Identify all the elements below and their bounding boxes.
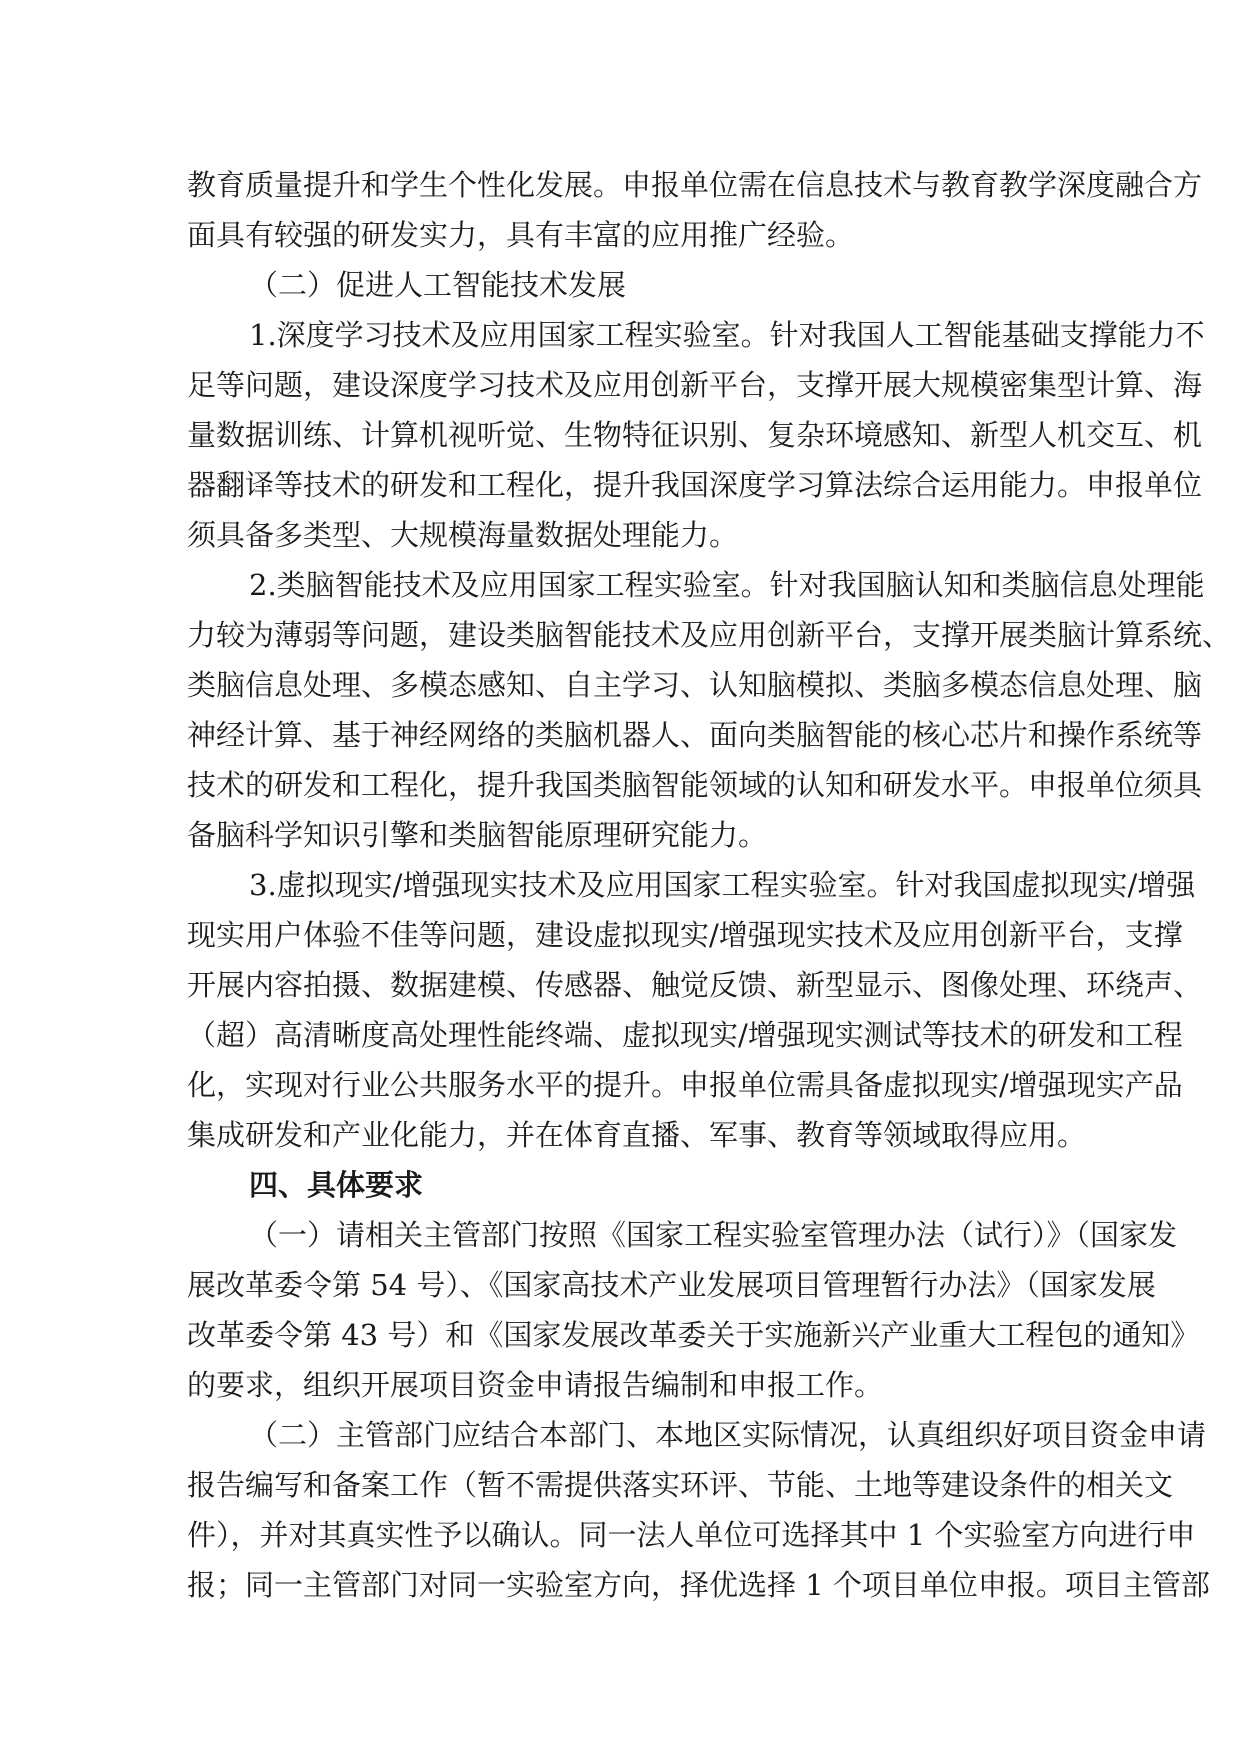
text-line: 类脑信息处理、多模态感知、自主学习、认知脑模拟、类脑多模态信息处理、脑 (187, 668, 1203, 702)
text-line: 1.深度学习技术及应用国家工程实验室。针对我国人工智能基础支撑能力不 (249, 318, 1205, 352)
text-line: 量数据训练、计算机视听觉、生物特征识别、复杂环境感知、新型人机交互、机 (187, 418, 1203, 452)
text-line: 的要求，组织开展项目资金申请报告编制和申报工作。 (187, 1368, 884, 1402)
text-line: 化，实现对行业公共服务水平的提升。申报单位需具备虚拟现实/增强现实产品 (187, 1068, 1183, 1102)
text-line: 力较为薄弱等问题，建设类脑智能技术及应用创新平台，支撑开展类脑计算系统、 (187, 618, 1232, 652)
text-line: 足等问题，建设深度学习技术及应用创新平台，支撑开展大规模密集型计算、海 (187, 368, 1203, 402)
text-line: （超）高清晰度高处理性能终端、虚拟现实/增强现实测试等技术的研发和工程 (187, 1018, 1183, 1052)
text-line: 须具备多类型、大规模海量数据处理能力。 (187, 518, 739, 552)
text-line: （一）请相关主管部门按照《国家工程实验室管理办法（试行）》（国家发 (249, 1218, 1178, 1252)
document-page (187, 160, 1232, 1610)
section-heading: 四、具体要求 (249, 1168, 424, 1202)
text-line: 开展内容拍摄、数据建模、传感器、触觉反馈、新型显示、图像处理、环绕声、 (187, 968, 1203, 1002)
text-line: 件），并对其真实性予以确认。同一法人单位可选择其中 1 个实验室方向进行申 (187, 1518, 1196, 1552)
text-line: 展改革委令第 54 号）、《国家高技术产业发展项目管理暂行办法》（国家发展 (187, 1268, 1156, 1302)
text-line: （二）促进人工智能技术发展 (249, 268, 627, 302)
text-line: 器翻译等技术的研发和工程化，提升我国深度学习算法综合运用能力。申报单位 (187, 468, 1203, 502)
text-line: 现实用户体验不佳等问题，建设虚拟现实/增强现实技术及应用创新平台，支撑 (187, 918, 1183, 952)
text-line: 神经计算、基于神经网络的类脑机器人、面向类脑智能的核心芯片和操作系统等 (187, 718, 1203, 752)
text-line: 技术的研发和工程化，提升我国类脑智能领域的认知和研发水平。申报单位须具 (187, 768, 1203, 802)
text-line: 3.虚拟现实/增强现实技术及应用国家工程实验室。针对我国虚拟现实/增强 (249, 868, 1196, 902)
text-line: 教育质量提升和学生个性化发展。申报单位需在信息技术与教育教学深度融合方 (187, 168, 1203, 202)
text-line: （二）主管部门应结合本部门、本地区实际情况，认真组织好项目资金申请 (249, 1418, 1207, 1452)
text-line: 备脑科学知识引擎和类脑智能原理研究能力。 (187, 818, 768, 852)
text-line: 报；同一主管部门对同一实验室方向，择优选择 1 个项目单位申报。项目主管部 (187, 1568, 1210, 1602)
text-line: 报告编写和备案工作（暂不需提供落实环评、节能、土地等建设条件的相关文 (187, 1468, 1174, 1502)
text-line: 改革委令第 43 号）和《国家发展改革委关于实施新兴产业重大工程包的通知》 (187, 1318, 1200, 1352)
text-line: 集成研发和产业化能力，并在体育直播、军事、教育等领域取得应用。 (187, 1118, 1087, 1152)
text-line: 面具有较强的研发实力，具有丰富的应用推广经验。 (187, 218, 855, 252)
text-line: 2.类脑智能技术及应用国家工程实验室。针对我国脑认知和类脑信息处理能 (249, 568, 1205, 602)
